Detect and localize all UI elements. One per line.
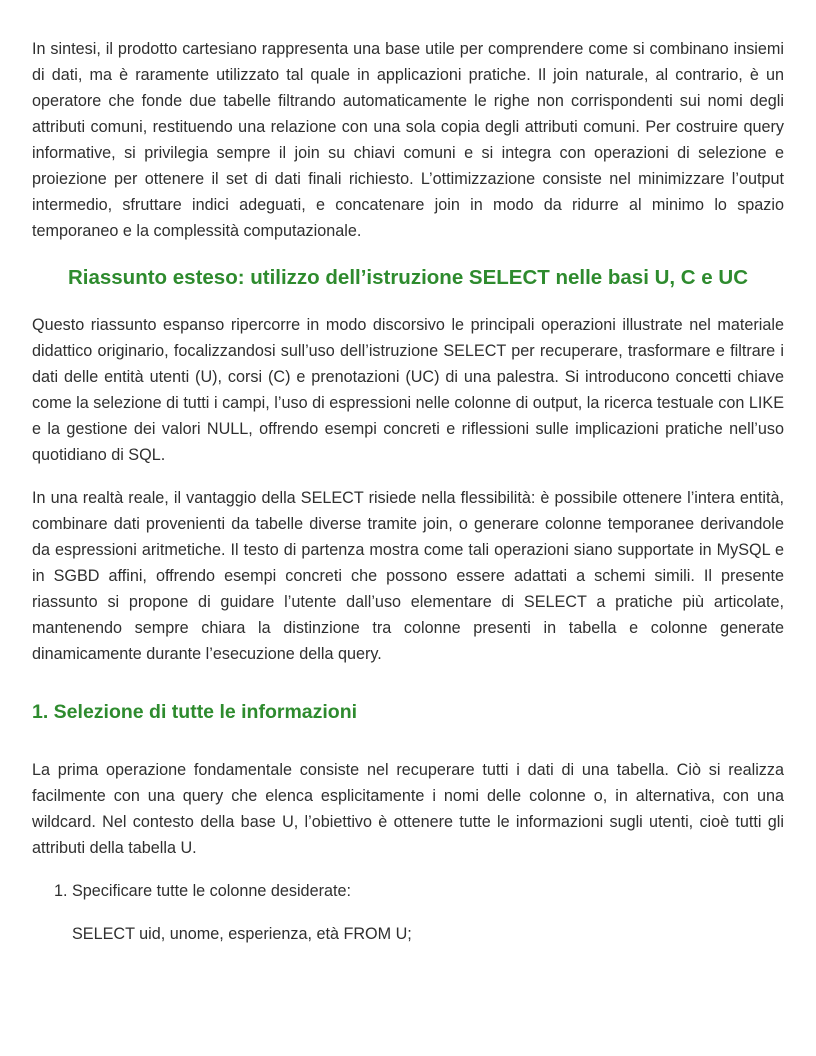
intro-paragraph: In sintesi, il prodotto cartesiano rappresenta una base utile per comprendere come si combinano insiemi di dati, ma è raramente utilizzato tal quale in applicazioni pratiche. Il join naturale, al contrario, è un operatore che fonde due tabelle filtrando automaticamente le righe non corrispondenti sui nomi degli attributi comuni, restituendo una relazione con una sola copia degli attributi comuni. Per costruire query informative, si privilegia sempre il join su chiavi comuni e si integra con operazioni di selezione e proiezione per ottenere il set di dati finali richiesto. L’ottimizzazione consiste nel minimizzare l’output intermedio, sfruttare indici adeguati, e concatenare join in modo da ridurre al minimo lo spazio temporaneo e la complessità computazionale. [32,40,784,240]
section-paragraph-2: In una realtà reale, il vantaggio della SELECT risiede nella flessibilità: è possibile ottenere l’intera entità, combinare dati provenienti da tabelle diverse tramite join, o generare colonne temporanee derivandole da espressioni aritmetiche. Il testo di partenza mostra come tali operazioni siano supportate in MySQL e in SGBD affini, offrendo esempi concreti che possono essere adattati a schemi simili. Il presente riassunto si propone di guidare l’utente dall’uso elementare di SELECT a pratiche più articolate, mantenendo sempre chiara la distinzione tra colonne presenti in tabella e colonne generate dinamicamente durante l’esecuzione della query. [32,489,784,663]
section-paragraph-1: Questo riassunto espanso ripercorre in modo discorsivo le principali operazioni illustrate nel materiale didattico originario, focalizzandosi sull’uso dell’istruzione SELECT per recuperare, trasformare e filtrare i dati delle entità utenti (U), corsi (C) e prenotazioni (UC) di una palestra. Si introducono concetti chiave come la selezione di tutti i campi, l’uso di espressioni nelle colonne di output, la ricerca testuale con LIKE e la gestione dei valori NULL, offrendo esempi concreti e riflessioni sulle implicazioni pratiche nell’uso quotidiano di SQL. [32,316,784,464]
paragraph-gap [32,468,784,485]
section-title: Riassunto esteso: utilizzo dell’istruzione SELECT nelle basi U, C e UC [67,266,749,289]
subsection-title: 1. Selezione di tutte le informazioni [32,701,358,723]
steps-list [32,878,784,904]
sql-code-line: SELECT uid, unome, esperienza, età FROM U; [72,925,412,943]
step-item: 1. Specificare tutte le colonne desiderate: [72,878,784,904]
subsection-paragraph: La prima operazione fondamentale consiste nel recuperare tutti i dati di una tabella. Ciò si realizza facilmente con una query che elenca esplicitamente i nomi delle colonne o, in alternativa, con una wildcard. Nel contesto della base U, l’obiettivo è ottenere tutte le informazioni sugli utenti, cioè tutti gli attributi della tabella U. [32,761,784,857]
